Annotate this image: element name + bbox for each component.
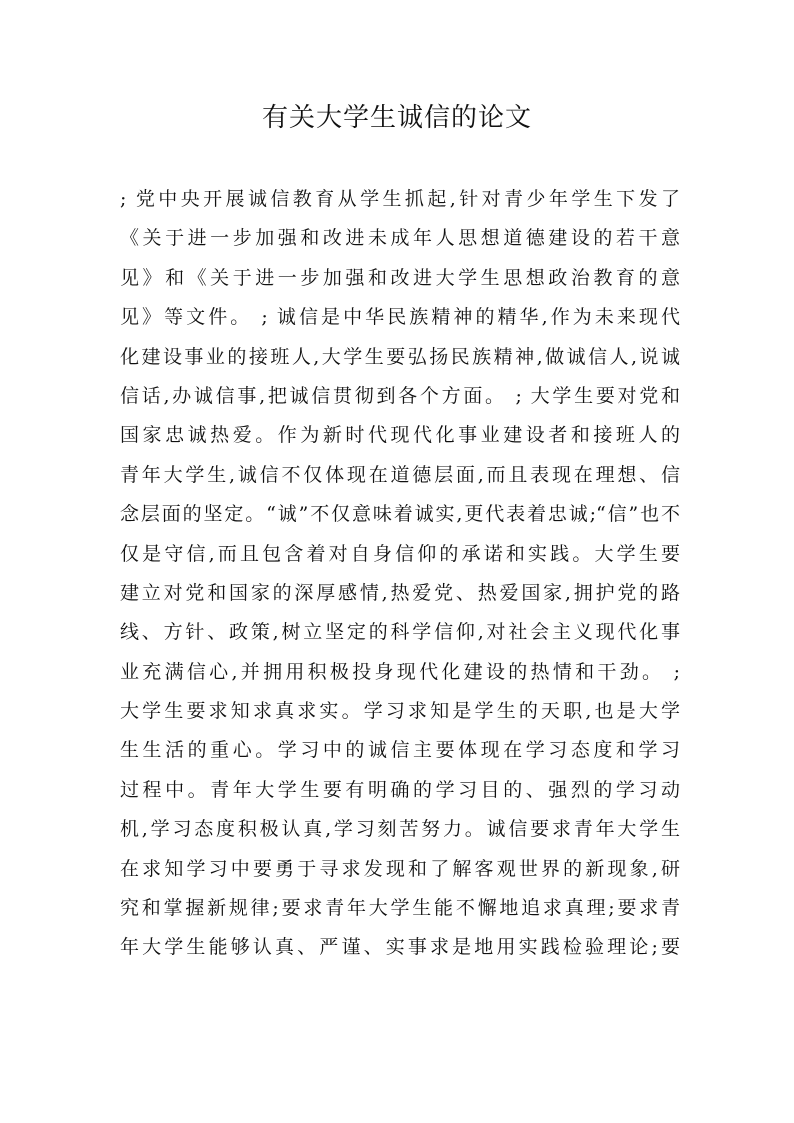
document-body [120, 180, 680, 968]
body-line: 年大学生能够认真、严谨、实事求是地用实践检验理论;要 [120, 936, 680, 959]
body-line: 国家忠诚热爱。作为新时代现代化事业建设者和接班人的 [120, 424, 680, 447]
body-line: 过程中。青年大学生要有明确的学习目的、强烈的学习动 [120, 778, 680, 801]
body-line: 业充满信心,并拥用积极投身现代化建设的热情和干劲。 ; [120, 660, 680, 683]
body-line: 究和掌握新规律;要求青年大学生能不懈地追求真理;要求青 [120, 897, 680, 920]
body-line: 见》和《关于进一步加强和改进大学生思想政治教育的意 [120, 266, 680, 289]
body-line: 信话,办诚信事,把诚信贯彻到各个方面。 ; 大学生要对党和 [120, 384, 680, 407]
body-line: 化建设事业的接班人,大学生要弘扬民族精神,做诚信人,说诚 [120, 345, 680, 368]
document-title: 有关大学生诚信的论文 [261, 103, 532, 133]
body-line: 生生活的重心。学习中的诚信主要体现在学习态度和学习 [120, 739, 680, 762]
body-line: 线、方针、政策,树立坚定的科学信仰,对社会主义现代化事 [120, 621, 680, 644]
body-line: 建立对党和国家的深厚感情,热爱党、热爱国家,拥护党的路 [120, 581, 680, 604]
body-line: 《关于进一步加强和改进未成年人思想道德建设的若干意 [120, 227, 680, 250]
body-line: 机,学习态度积极认真,学习刻苦努力。诚信要求青年大学生 [120, 818, 680, 841]
body-line: 青年大学生,诚信不仅体现在道德层面,而且表现在理想、信 [120, 463, 680, 486]
body-line: ; 党中央开展诚信教育从学生抓起,针对青少年学生下发了 [120, 188, 680, 210]
body-line: 在求知学习中要勇于寻求发现和了解客观世界的新现象,研 [120, 857, 680, 880]
body-line: 大学生要求知求真求实。学习求知是学生的天职,也是大学 [120, 700, 680, 723]
body-line: 念层面的坚定。“诚”不仅意味着诚实,更代表着忠诚;“信”也不 [120, 503, 680, 526]
body-line: 见》等文件。 ; 诚信是中华民族精神的精华,作为未来现代 [120, 306, 680, 329]
body-line: 仅是守信,而且包含着对自身信仰的承诺和实践。大学生要 [120, 542, 680, 565]
